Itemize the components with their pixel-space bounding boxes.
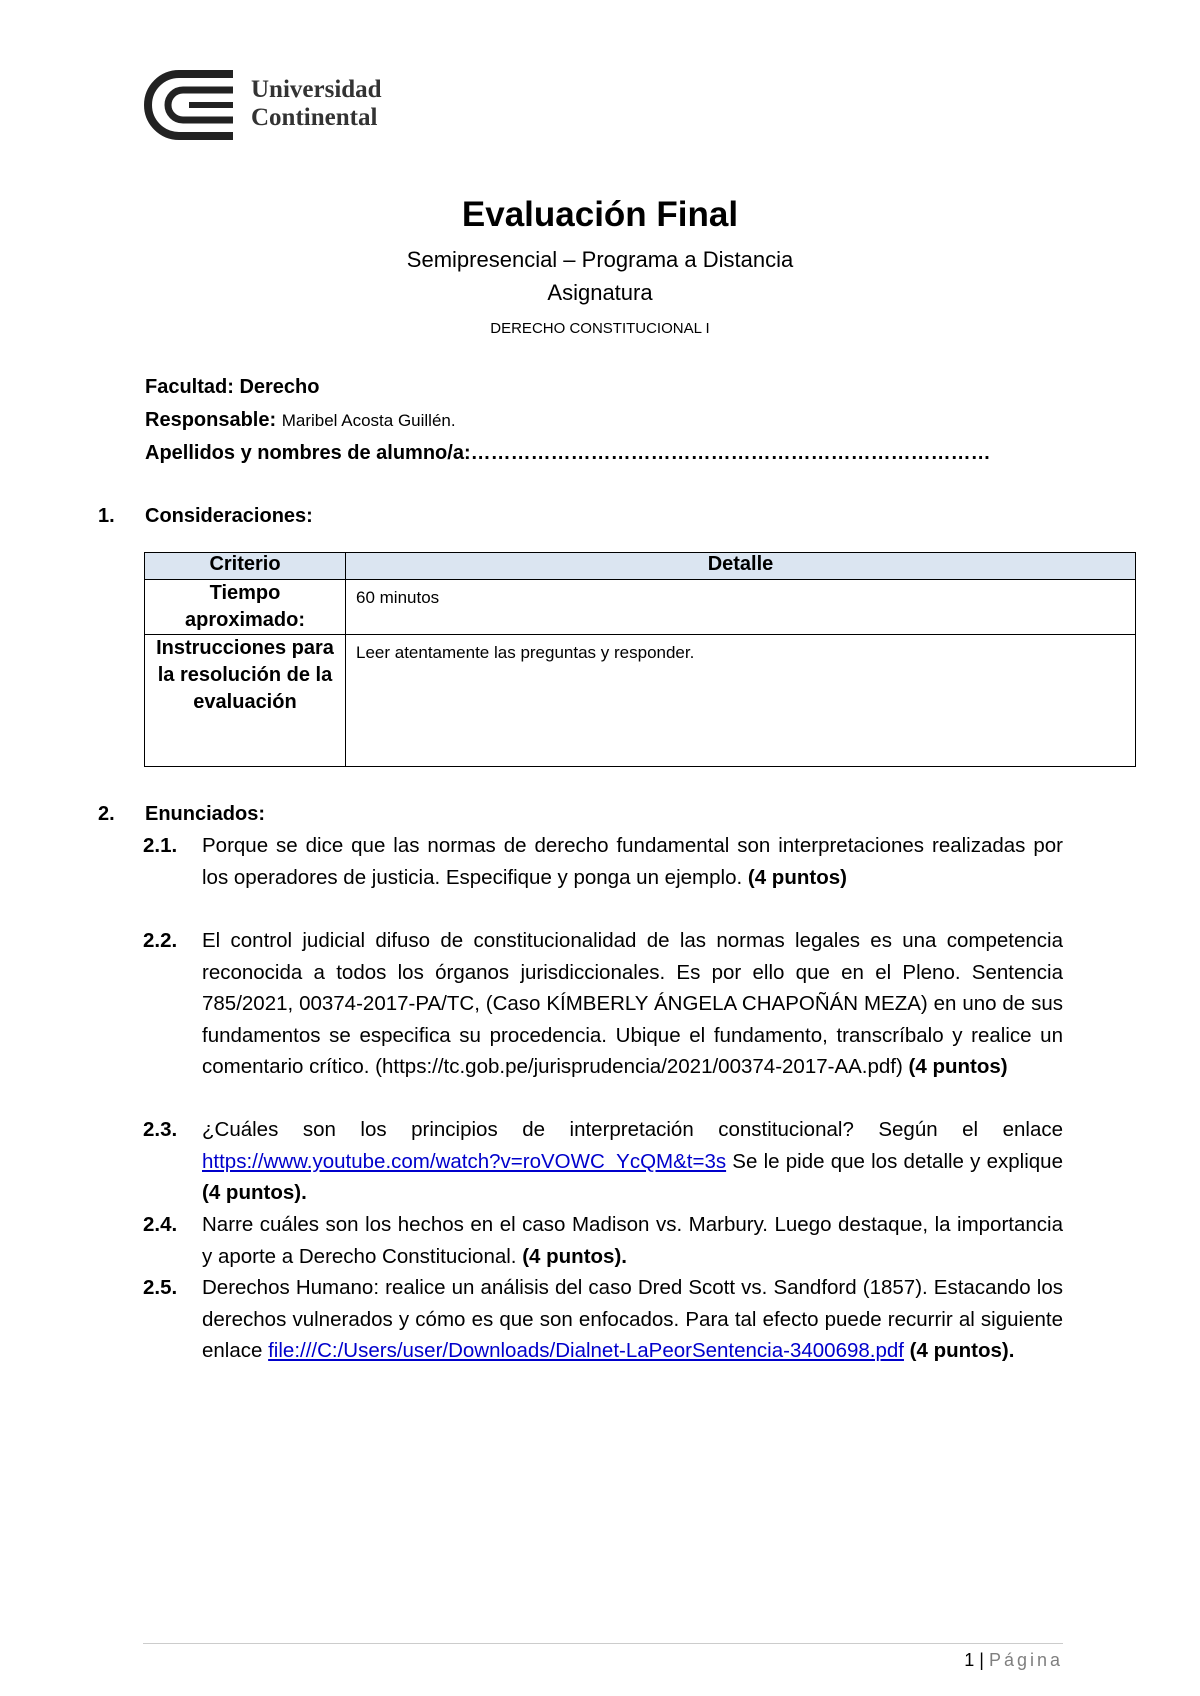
table-cell-detalle: 60 minutos xyxy=(346,580,1136,635)
item-points: (4 puntos) xyxy=(522,1244,622,1268)
section-2-number: 2. xyxy=(98,803,115,825)
item-number: 2.5. xyxy=(143,1276,178,1299)
logo-text xyxy=(251,76,382,132)
table-row xyxy=(145,635,1136,767)
footer-divider xyxy=(143,1643,1063,1644)
page-label: Página xyxy=(988,1650,1063,1670)
table-row xyxy=(145,580,1136,635)
responsable xyxy=(145,409,456,432)
table-cell-detalle: Leer atentamente las preguntas y responder. xyxy=(346,635,1136,767)
page-number: 1 xyxy=(964,1650,975,1670)
item-number: 2.1. xyxy=(143,834,178,857)
page-title: Evaluación Final xyxy=(461,195,739,234)
page-footer xyxy=(964,1650,1063,1671)
item-text: Porque se dice que las normas de derecho fundamental son interpretaciones realizadas por los operadores de justicia. Especifique y ponga un ejemplo. xyxy=(202,834,1063,889)
table-header-criterio: Criterio xyxy=(145,553,346,580)
item-text: Derechos Humano: realice un análisis del caso Dred Scott vs. Sandford (1857). Estacando los derechos vulnerados y cómo es que son enfocados. Para tal efecto puede recurrir al siguiente enlace xyxy=(202,1276,1063,1362)
section-2-heading xyxy=(98,803,265,826)
list-item xyxy=(143,1209,1063,1272)
list-item xyxy=(143,925,1063,1083)
course-name: DERECHO CONSTITUCIONAL I xyxy=(490,320,710,337)
table-cell-criterio: Instrucciones para la resolución de la evaluación xyxy=(145,635,346,767)
asignatura-label: Asignatura xyxy=(547,280,653,305)
responsable-value: Maribel Acosta Guillén. xyxy=(281,411,456,430)
youtube-link[interactable]: https://www.youtube.com/watch?v=roVOWC_YcQM&t=3s xyxy=(202,1149,727,1173)
item-text: El control judicial difuso de constitucionalidad de las normas legales es una competencia reconocida a todos los órganos jurisdiccionales. Es por ello que en el Pleno. Sentencia 785/2021, 00374-2017-PA/TC, (Caso KÍMBERLY ÁNGELA CHAPOÑÁN MEZA) en uno de sus fundamentos se especifica su procedencia. Ubique el fundamento, transcríbalo y realice un comentario crítico. (https://tc.gob.pe/jurisprudencia/2021/00374-2017-AA.pdf) xyxy=(202,929,1063,1078)
item-tail: . xyxy=(1008,1339,1015,1362)
item-points: (4 puntos) xyxy=(202,1181,302,1204)
item-number: 2.4. xyxy=(143,1213,178,1236)
item-points: (4 puntos) xyxy=(747,865,847,889)
footer-separator: | xyxy=(974,1650,989,1670)
section-1-title: Consideraciones: xyxy=(145,505,313,527)
section-2-title: Enunciados: xyxy=(145,803,266,825)
facultad: Facultad: Derecho xyxy=(145,376,320,398)
item-text: Narre cuáles son los hechos en el caso Madison vs. Marbury. Luego destaque, la importancia y aporte a Derecho Constitucional. xyxy=(202,1213,1063,1268)
section-1-heading xyxy=(98,505,313,528)
section-1-number: 1. xyxy=(98,505,115,527)
item-points: (4 puntos) xyxy=(908,1055,1008,1078)
logo-line1: Universidad xyxy=(251,76,382,103)
dialnet-link[interactable]: file:///C:/Users/user/Downloads/Dialnet-LaPeorSentencia-3400698.pdf xyxy=(268,1339,904,1362)
list-item xyxy=(143,1272,1063,1367)
item-tail: . xyxy=(301,1181,307,1204)
table-cell-criterio: Tiempo aproximado: xyxy=(145,580,346,635)
item-points: (4 puntos) xyxy=(909,1339,1009,1362)
list-item xyxy=(143,1114,1063,1209)
item-number: 2.2. xyxy=(143,929,178,952)
table-header-detalle: Detalle xyxy=(346,553,1136,580)
logo-line2: Continental xyxy=(251,104,378,131)
table-header-row xyxy=(145,553,1136,580)
item-tail: . xyxy=(621,1244,627,1268)
considerations-table xyxy=(144,552,1136,767)
responsable-label: Responsable: xyxy=(145,409,277,431)
list-item xyxy=(143,830,1063,893)
item-text-post: Se le pide que los detalle y explique xyxy=(726,1149,1063,1173)
university-logo xyxy=(143,70,403,140)
item-number: 2.3. xyxy=(143,1118,178,1141)
subtitle: Semipresencial – Programa a Distancia xyxy=(406,247,794,272)
logo-mark-icon xyxy=(143,70,235,140)
item-text: ¿Cuáles son los principios de interpretación constitucional? Según el enlace xyxy=(202,1118,1063,1141)
alumno-field: Apellidos y nombres de alumno/a:…………………………………………………………………… xyxy=(145,442,991,464)
